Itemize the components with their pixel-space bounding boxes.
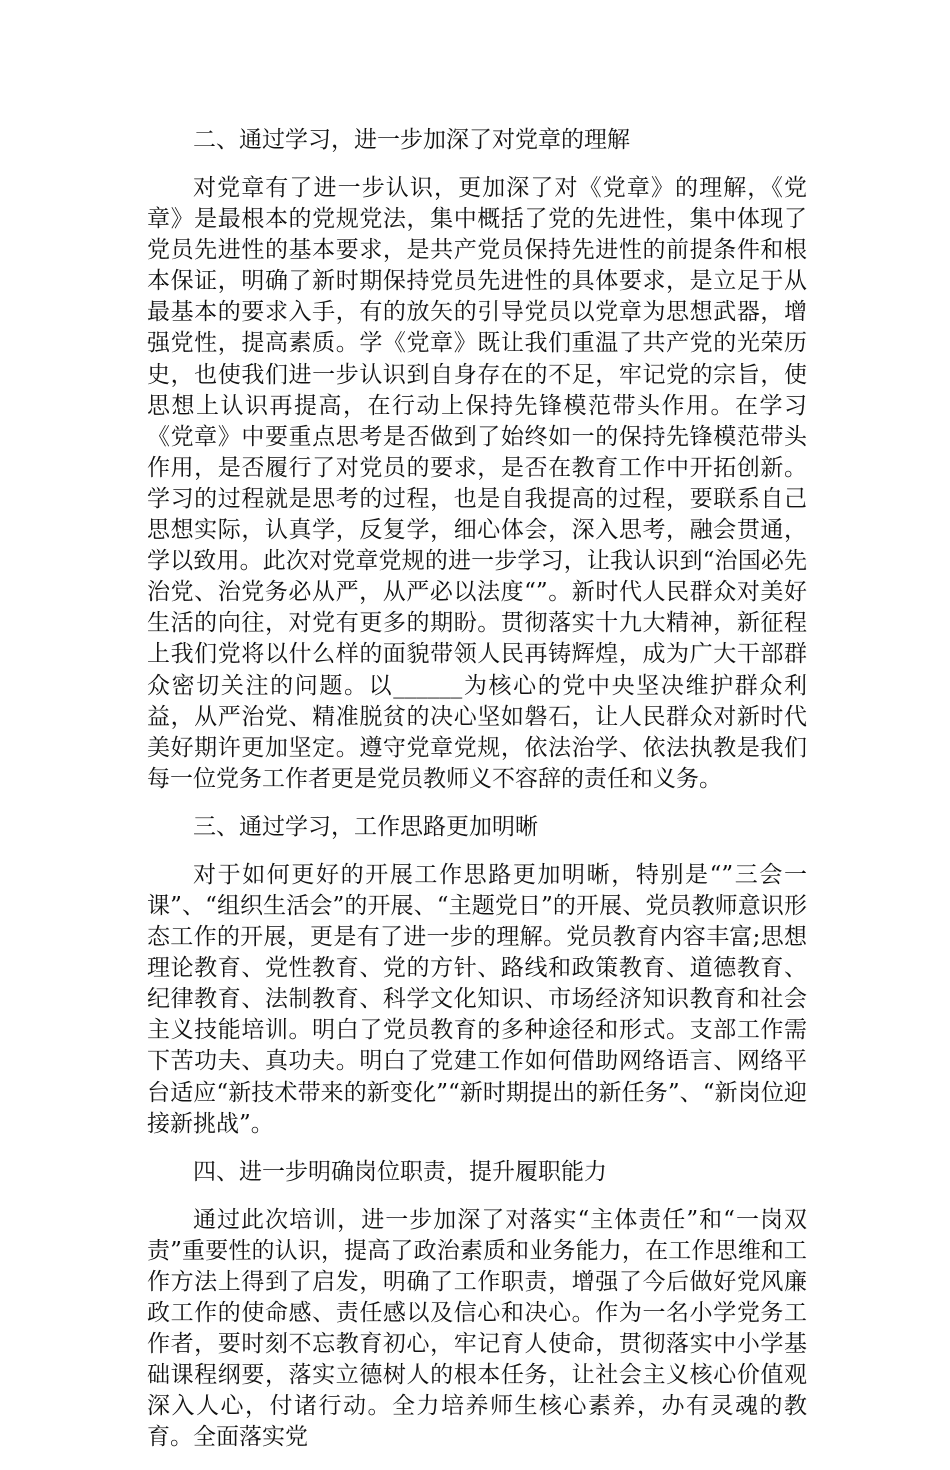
section-paragraph-3: 对于如何更好的开展工作思路更加明晰，特别是“”三会一课”、“组织生活会”的开展、“主题党日”的开展、党员教师意识形态工作的开展，更是有了进一步的理解。党员教育内容丰富;思想理论教育、党性教育、党的方针、路线和政策教育、道德教育、纪律教育、法制教育、科学文化知识、市场经济知识教育和社会主义技能培训。明白了党员教育的多种途径和形式。支部工作需下苦功夫、真功夫。明白了党建工作如何借助网络语言、网络平台适应“新技术带来的新变化”“新时期提出的新任务”、“新岗位迎接新挑战”。 [147,861,807,1137]
section-heading-3: 三、通过学习，工作思路更加明晰 [193,813,538,840]
document-body [147,125,807,1470]
section-heading-4: 四、进一步明确岗位职责，提升履职能力 [193,1158,607,1185]
section-paragraph-4: 通过此次培训，进一步加深了对落实“主体责任”和“一岗双责”重要性的认识，提高了政治素质和业务能力，在工作思维和工作方法上得到了启发，明确了工作职责，增强了今后做好党风廉政工作的使命感、责任感以及信心和决心。作为一名小学党务工作者，要时刻不忘教育初心，牢记育人使命，贯彻落实中小学基础课程纲要，落实立德树人的根本任务，让社会主义核心价值观深入人心，付诸行动。全力培养师生核心素养，办有灵魂的教育。全面落实党 [147,1206,807,1451]
section-heading-2: 二、通过学习，进一步加深了对党章的理解 [193,127,630,153]
section-paragraph-2: 对党章有了进一步认识，更加深了对《党章》的理解，《党章》是最根本的党规党法，集中概括了党的先进性，集中体现了党员先进性的基本要求，是共产党员保持先进性的前提条件和根本保证，明确了新时期保持党员先进性的具体要求，是立足于从最基本的要求入手，有的放矢的引导党员以党章为思想武器，增强党性，提高素质。学《党章》既让我们重温了共产党的光荣历史，也使我们进一步认识到自身存在的不足，牢记党的宗旨，使思想上认识再提高，在行动上保持先锋模范带头作用。在学习《党章》中要重点思考是否做到了始终如一的保持先锋模范带头作用，是否履行了对党员的要求，是否在教育工作中开拓创新。学习的过程就是思考的过程，也是自我提高的过程，要联系自己思想实际，认真学，反复学，细心体会，深入思考，融会贯通，学以致用。此次对党章党规的进一步学习，让我认识到“治国必先治党、治党务必从严，从严必以法度“”。新时代人民群众对美好生活的向往，对党有更多的期盼。贯彻落实十九大精神，新征程上我们党将以什么样的面貌带领人民再铸辉煌，成为广大干部群众密切关注的问题。以______为核心的党中央坚决维护群众利益，从严治党、精准脱贫的决心坚如磐石，让人民群众对新时代美好期许更加坚定。遵守党章党规，依法治学、依法执教是我们每一位党务工作者更是党员教师义不容辞的责任和义务。 [147,175,807,792]
